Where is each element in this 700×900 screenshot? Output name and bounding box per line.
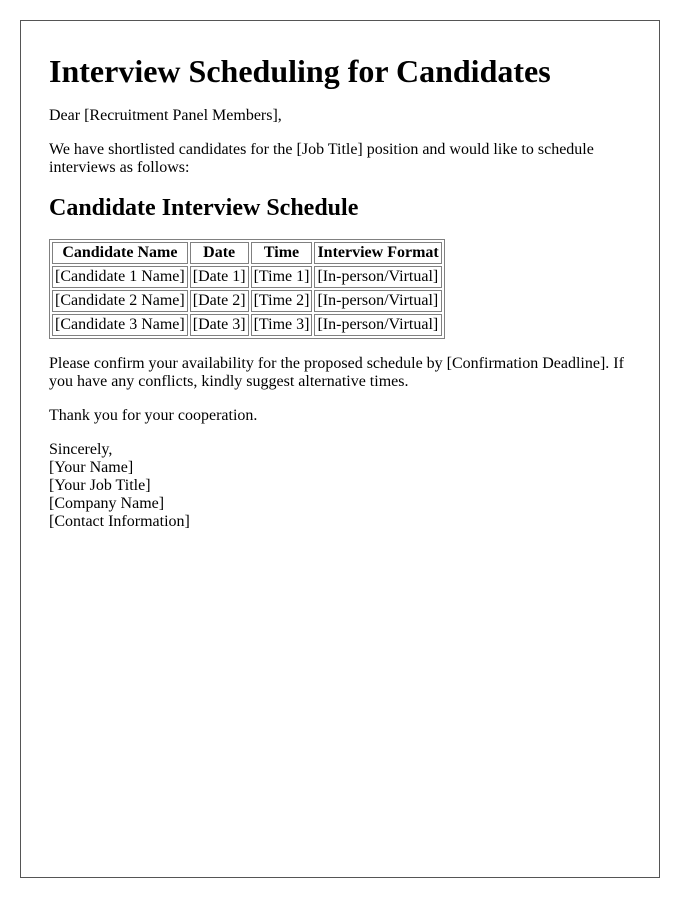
cell-interview-format: [In-person/Virtual]: [314, 266, 441, 288]
sender-name: [Your Name]: [49, 459, 134, 476]
table-header-row: [52, 242, 442, 264]
cell-interview-format: [In-person/Virtual]: [314, 290, 441, 312]
closing: Sincerely,: [49, 441, 113, 458]
column-header-date: Date: [190, 242, 249, 264]
column-header-interview-format: Interview Format: [314, 242, 441, 264]
page-title: Interview Scheduling for Candidates: [49, 53, 551, 89]
table-row: [52, 266, 442, 288]
sender-job-title: [Your Job Title]: [49, 477, 151, 494]
cell-date: [Date 3]: [190, 314, 249, 336]
sender-company: [Company Name]: [49, 495, 165, 512]
cell-date: [Date 1]: [190, 266, 249, 288]
table-row: [52, 290, 442, 312]
section-heading: Candidate Interview Schedule: [49, 195, 359, 221]
cell-candidate-name: [Candidate 1 Name]: [52, 266, 188, 288]
cell-time: [Time 3]: [251, 314, 313, 336]
column-header-time: Time: [251, 242, 313, 264]
table-row: [52, 314, 442, 336]
thanks-paragraph: Thank you for your cooperation.: [49, 407, 258, 424]
cell-time: [Time 2]: [251, 290, 313, 312]
column-header-candidate-name: Candidate Name: [52, 242, 188, 264]
cell-date: [Date 2]: [190, 290, 249, 312]
confirmation-paragraph: Please confirm your availability for the proposed schedule by [Confirmation Deadline]. If you have any conflicts, kindly suggest alternative times.: [49, 355, 624, 390]
letter-page: [20, 20, 660, 878]
signature-block: [49, 441, 631, 531]
sender-contact: [Contact Information]: [49, 513, 190, 530]
cell-candidate-name: [Candidate 2 Name]: [52, 290, 188, 312]
intro-paragraph: We have shortlisted candidates for the [Job Title] position and would like to schedule interviews as follows:: [49, 141, 594, 176]
interview-schedule-table: [49, 239, 445, 339]
cell-candidate-name: [Candidate 3 Name]: [52, 314, 188, 336]
salutation: Dear [Recruitment Panel Members],: [49, 107, 282, 124]
cell-time: [Time 1]: [251, 266, 313, 288]
cell-interview-format: [In-person/Virtual]: [314, 314, 441, 336]
